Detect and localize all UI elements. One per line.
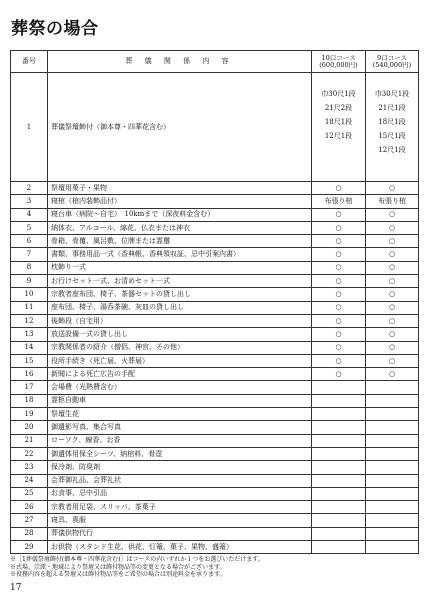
course-10-price: (600,000円) — [319, 60, 358, 69]
course-9-mark — [366, 514, 419, 527]
footnote: ※［1葬儀祭壇飾付(御本尊・四華花含む)］はコースの内いずれか１つをお選びいただけます。 — [10, 556, 264, 563]
course-9-mark: ○ — [366, 208, 419, 221]
row-item: 役所手続き（死亡届、火葬届） — [48, 354, 312, 367]
table-row — [11, 221, 419, 234]
row-number: 29 — [11, 541, 48, 554]
course-9-mark: ○ — [366, 368, 419, 381]
altar-size-line: 18尺1段 — [378, 118, 406, 126]
row-number: 1 — [11, 73, 48, 182]
course-10-mark — [312, 408, 366, 421]
row-item: お供物（スタンド生花、供花、灯篭、菓子、果物、盛篭） — [48, 541, 312, 554]
row-item: 御遺影写真、集合写真 — [48, 421, 312, 434]
altar-size-line: 12尺1段 — [378, 146, 406, 154]
footnotes — [10, 556, 420, 579]
course-10-mark — [312, 501, 366, 514]
table-row — [11, 235, 419, 248]
row-number: 27 — [11, 514, 48, 527]
table-row — [11, 301, 419, 314]
course-10-mark: 布張り棺 — [312, 195, 366, 208]
course-9-mark — [366, 394, 419, 407]
row-item: 納体衣、アルコール、綿花、仏衣または神衣 — [48, 221, 312, 234]
course-10-mark: ○ — [312, 182, 366, 195]
row-item: 枕飾り一式 — [48, 261, 312, 274]
row-number: 28 — [11, 527, 48, 540]
row-item: 保冷剤、防臭剤 — [48, 461, 312, 474]
row-number: 16 — [11, 368, 48, 381]
table-row — [11, 261, 419, 274]
course-9-price: (540,000円) — [372, 60, 412, 69]
course-10-mark — [312, 447, 366, 460]
course-10-mark: ○ — [312, 368, 366, 381]
table-row — [11, 461, 419, 474]
header-item: 葬 儀 関 係 内 容 — [48, 51, 312, 73]
row-item: 後飾段（自宅用） — [48, 314, 312, 327]
course-9-altar — [366, 73, 419, 182]
table-row — [11, 248, 419, 261]
table-row — [11, 354, 419, 367]
course-10-mark: ○ — [312, 341, 366, 354]
row-number: 23 — [11, 461, 48, 474]
course-9-mark: ○ — [366, 341, 419, 354]
course-10-mark: ○ — [312, 248, 366, 261]
course-9-mark: ○ — [366, 288, 419, 301]
row-number: 7 — [11, 248, 48, 261]
row-item: 書類、事務用品一式（香典帳、香典領収証、忌中引案内書） — [48, 248, 312, 261]
course-9-mark — [366, 501, 419, 514]
table-row — [11, 328, 419, 341]
row-number: 21 — [11, 434, 48, 447]
table-row — [11, 275, 419, 288]
row-item: 宗教者座布団、椅子、茶器セットの貸し出し — [48, 288, 312, 301]
course-9-mark — [366, 381, 419, 394]
table-row — [11, 341, 419, 354]
row-item: 放送設備一式の貸し出し — [48, 328, 312, 341]
row-number: 6 — [11, 235, 48, 248]
course-10-name: 10口コース — [321, 54, 356, 62]
table-header-row — [11, 51, 419, 73]
row-number: 15 — [11, 354, 48, 367]
row-item: 宗教者用足袋、スリッパ、茶菓子 — [48, 501, 312, 514]
page-title: 葬祭の場合 — [11, 19, 99, 39]
table-row — [11, 394, 419, 407]
row-item: 寝棺（棺内装飾品付） — [48, 195, 312, 208]
footnote: ※式場、宗派・地域により祭壇又は飾付物品等の変更となる場合がございます。 — [10, 563, 226, 571]
course-10-mark — [312, 381, 366, 394]
table-row — [11, 195, 419, 208]
course-9-mark: ○ — [366, 301, 419, 314]
funeral-service-table — [10, 50, 419, 554]
table-row — [11, 288, 419, 301]
course-9-mark: ○ — [366, 275, 419, 288]
course-9-mark — [366, 461, 419, 474]
header-course-9 — [366, 51, 419, 73]
course-9-mark: ○ — [366, 221, 419, 234]
table-row — [11, 208, 419, 221]
row-item: 寝台車（病院～自宅） 10kmまで（深夜料金含む） — [48, 208, 312, 221]
altar-size-line: 21尺2段 — [324, 104, 353, 112]
row-item: 宗教関係者の紹介（僧侶、神官、その他） — [48, 341, 312, 354]
row-item: 葬儀供物代行 — [48, 527, 312, 540]
course-10-mark: ○ — [312, 208, 366, 221]
course-9-mark — [366, 421, 419, 434]
row-item: 葬儀祭壇飾付（御本尊・四華花含む） — [48, 73, 312, 182]
course-10-mark — [312, 541, 366, 554]
course-9-mark: ○ — [366, 235, 419, 248]
table-row — [11, 541, 419, 554]
altar-size-line: 巾30尺1段 — [321, 90, 356, 98]
course-10-mark — [312, 461, 366, 474]
row-item: 骨箱、骨覆、風呂敷、位牌または霊璽 — [48, 235, 312, 248]
row-number: 10 — [11, 288, 48, 301]
altar-size-line: 巾30尺1段 — [374, 90, 410, 98]
row-item: お行けセット一式、お清めセット一式 — [48, 275, 312, 288]
course-9-mark — [366, 474, 419, 487]
row-number: 2 — [11, 182, 48, 195]
course-9-mark: ○ — [366, 248, 419, 261]
course-10-mark: ○ — [312, 275, 366, 288]
header-number: 番号 — [11, 51, 48, 73]
row-number: 20 — [11, 421, 48, 434]
course-10-mark — [312, 434, 366, 447]
course-10-mark — [312, 474, 366, 487]
course-10-mark: ○ — [312, 288, 366, 301]
course-9-mark — [366, 408, 419, 421]
row-number: 11 — [11, 301, 48, 314]
altar-size-line: 15尺1段 — [378, 132, 406, 140]
table-row — [11, 381, 419, 394]
table-row — [11, 408, 419, 421]
row-number: 12 — [11, 314, 48, 327]
row-number: 4 — [11, 208, 48, 221]
row-number: 5 — [11, 221, 48, 234]
row-item: 祭壇用菓子・果物 — [48, 182, 312, 195]
row-number: 25 — [11, 487, 48, 500]
row-number: 17 — [11, 381, 48, 394]
row-item: 座布団、椅子、湯呑茶碗、灰皿の貸し出し — [48, 301, 312, 314]
course-9-name: 9口コース — [377, 54, 407, 62]
table-row — [11, 501, 419, 514]
course-9-mark — [366, 487, 419, 500]
row-item: 寝具、喪服 — [48, 514, 312, 527]
row-item: 会場費（光熱費含む） — [48, 381, 312, 394]
table-row — [11, 447, 419, 460]
course-10-mark — [312, 487, 366, 500]
row-number: 9 — [11, 275, 48, 288]
row-number: 22 — [11, 447, 48, 460]
table-row — [11, 73, 419, 182]
course-9-mark — [366, 541, 419, 554]
course-9-mark — [366, 447, 419, 460]
course-10-mark — [312, 421, 366, 434]
course-10-mark — [312, 514, 366, 527]
course-9-mark: ○ — [366, 182, 419, 195]
row-number: 24 — [11, 474, 48, 487]
table-row — [11, 314, 419, 327]
course-9-mark: ○ — [366, 354, 419, 367]
table-row — [11, 487, 419, 500]
row-item: 霊柩自動車 — [48, 394, 312, 407]
table-row — [11, 514, 419, 527]
page-number: 17 — [10, 583, 22, 593]
table-row — [11, 434, 419, 447]
course-9-mark: ○ — [366, 314, 419, 327]
altar-size-line: 12尺1段 — [324, 132, 353, 140]
table-row — [11, 182, 419, 195]
row-item: お食事、忌中引品 — [48, 487, 312, 500]
altar-size-line: 21尺1段 — [378, 104, 406, 112]
header-course-10 — [312, 51, 366, 73]
table-row — [11, 368, 419, 381]
course-9-mark: 布張り棺 — [366, 195, 419, 208]
row-item: 御遺体用保全シーツ、納棺料、骨壺 — [48, 447, 312, 460]
course-10-altar — [312, 73, 366, 182]
course-10-mark: ○ — [312, 261, 366, 274]
table-row — [11, 474, 419, 487]
course-10-mark: ○ — [312, 354, 366, 367]
row-number: 19 — [11, 408, 48, 421]
course-9-mark: ○ — [366, 328, 419, 341]
row-number: 13 — [11, 328, 48, 341]
row-number: 18 — [11, 394, 48, 407]
course-10-mark — [312, 394, 366, 407]
row-item: 祭壇生花 — [48, 408, 312, 421]
course-10-mark: ○ — [312, 314, 366, 327]
row-item: ローソク、線香、お香 — [48, 434, 312, 447]
course-9-mark — [366, 434, 419, 447]
row-number: 8 — [11, 261, 48, 274]
table-row — [11, 421, 419, 434]
row-item: 新聞による死亡広告の手配 — [48, 368, 312, 381]
course-10-mark: ○ — [312, 221, 366, 234]
table-row — [11, 527, 419, 540]
course-10-mark: ○ — [312, 301, 366, 314]
altar-size-line: 18尺1段 — [324, 118, 353, 126]
course-10-mark: ○ — [312, 328, 366, 341]
row-item: 会葬御礼品、会葬礼状 — [48, 474, 312, 487]
course-9-mark: ○ — [366, 261, 419, 274]
course-10-mark: ○ — [312, 235, 366, 248]
row-number: 26 — [11, 501, 48, 514]
course-10-mark — [312, 527, 366, 540]
footnote: ※役務内容を超える祭壇又は飾付物品等をご希望の場合は別途料金を承ります。 — [10, 571, 226, 578]
row-number: 14 — [11, 341, 48, 354]
course-9-mark — [366, 527, 419, 540]
row-number: 3 — [11, 195, 48, 208]
